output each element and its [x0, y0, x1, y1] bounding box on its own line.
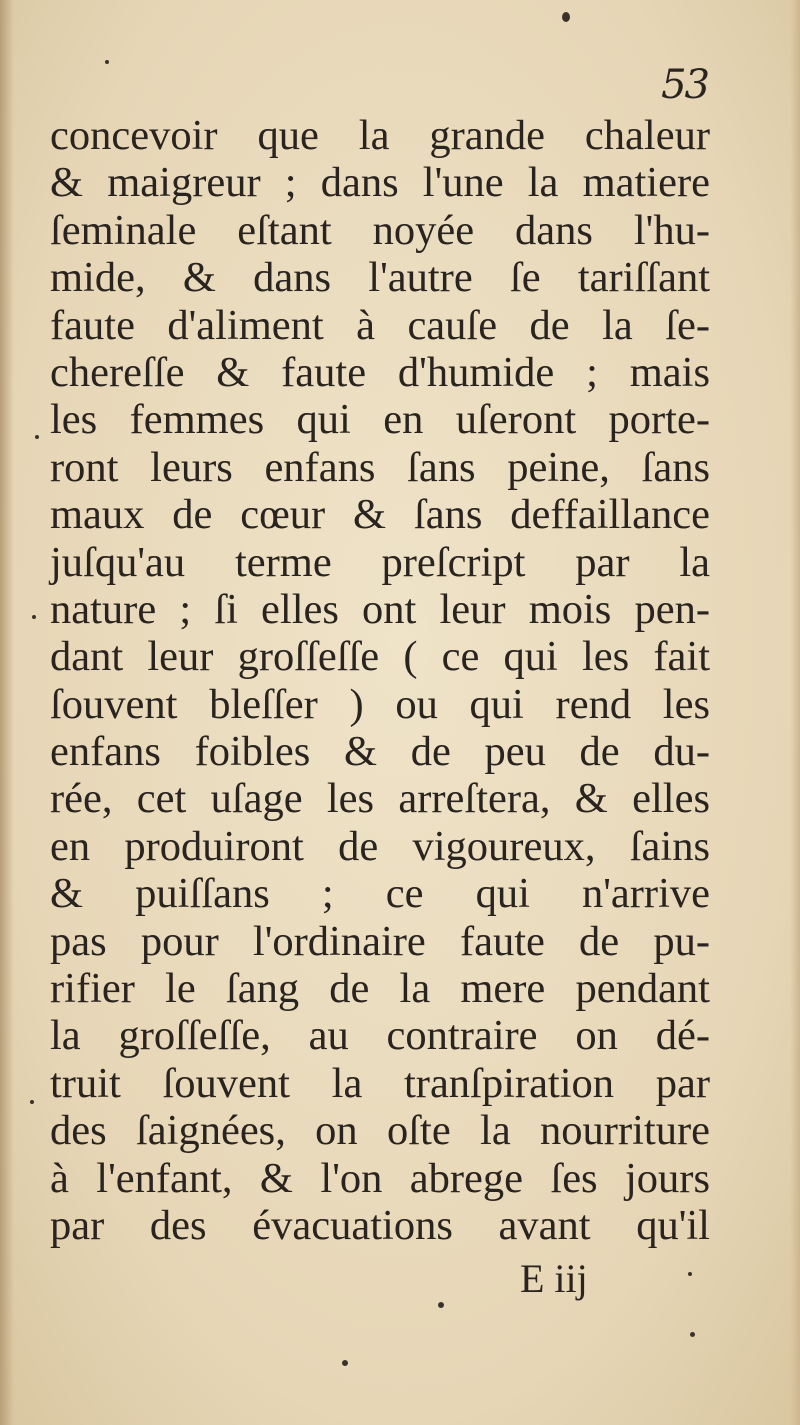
signature-mark: E iij [520, 1256, 588, 1301]
text-line: juſqu'au terme preſcript par la [50, 538, 710, 586]
text-line: des ſaignées, on oſte la nourriture [50, 1107, 710, 1155]
text-line: la groſſeſſe, au contraire on dé- [50, 1012, 710, 1060]
text-line: nature ; ſi elles ont leur mois pen- [50, 585, 710, 633]
gutter-shadow [0, 0, 14, 1425]
ink-speck [690, 1332, 695, 1337]
ink-speck [30, 1100, 34, 1104]
text-line: ſeminale eſtant noyée dans l'hu- [50, 206, 710, 254]
text-line: enfans foibles & de peu de du- [50, 728, 710, 776]
text-line: maux de cœur & ſans deffaillance [50, 491, 710, 539]
text-line: rifier le ſang de la mere pendant [50, 965, 710, 1013]
ink-speck [35, 435, 39, 439]
text-line: ſouvent bleſſer ) ou qui rend les [50, 680, 710, 728]
text-line: dant leur groſſeſſe ( ce qui les fait [50, 633, 710, 681]
body-text [50, 112, 710, 1249]
text-line: & puiſſans ; ce qui n'arrive [50, 870, 710, 918]
text-line: par des évacuations avant qu'il [50, 1201, 710, 1249]
ink-speck [342, 1360, 348, 1366]
text-line: truit ſouvent la tranſpiration par [50, 1059, 710, 1107]
ink-speck [32, 615, 36, 619]
ink-speck [105, 60, 109, 64]
text-line: faute d'aliment à cauſe de la ſe- [50, 301, 710, 349]
page-number: 53 [661, 62, 708, 108]
text-line: & maigreur ; dans l'une la matiere [50, 159, 710, 207]
text-line: concevoir que la grande chaleur [50, 112, 710, 159]
text-line: mide, & dans l'autre ſe tariſſant [50, 254, 710, 302]
ink-speck [562, 12, 570, 22]
text-line: rée, cet uſage les arreſtera, & elles [50, 775, 710, 823]
text-line: les femmes qui en uſeront porte- [50, 396, 710, 444]
text-line: en produiront de vigoureux, ſains [50, 822, 710, 870]
ink-speck [688, 1272, 692, 1276]
text-line: ront leurs enfans ſans peine, ſans [50, 443, 710, 491]
text-line: à l'enfant, & l'on abrege ſes jours [50, 1154, 710, 1202]
ink-speck [438, 1302, 444, 1308]
text-line: chereſſe & faute d'humide ; mais [50, 348, 710, 396]
text-line: pas pour l'ordinaire faute de pu- [50, 917, 710, 965]
page-edge-shading [790, 0, 800, 1425]
